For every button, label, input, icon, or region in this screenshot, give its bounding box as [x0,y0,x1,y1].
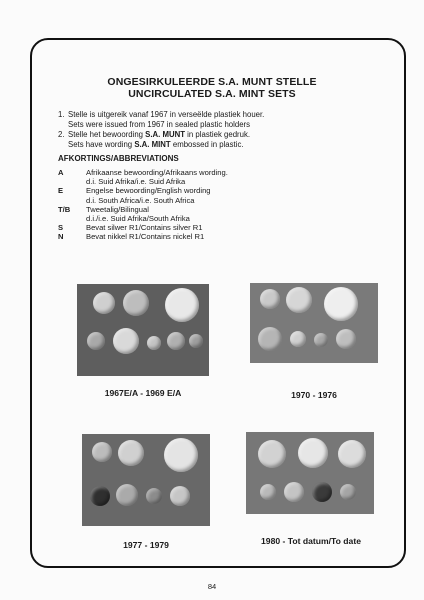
title-english: UNCIRCULATED S.A. MINT SETS [128,88,296,100]
coin [258,440,286,468]
abbreviations-list: A Afrikaanse bewoording/Afrikaans wording. d.i. Suid Afrika/i.e. Suid Afrika E Engelse bewoording/English wording d.i. South Africa/i.e. South Africa T/B Tweetalig/Bilingual d.i./i.e. Suid Afrika/South Afrika S Bevat silwer R1/Contains silver R1 N Bevat nikkel R1/Contains nickel R1 [58,168,228,242]
coin [87,332,105,350]
coin [165,288,199,322]
caption-1977: 1977 - 1979 [123,540,169,550]
note-1: 1. Stelle is uitgereik vanaf 1967 in verseëlde plastiek houer. Sets were issued from 1967 in sealed plastic holders [58,110,265,129]
mint-set-photo-1970 [250,283,378,363]
caption-1967: 1967E/A - 1969 E/A [104,388,182,398]
coin [93,292,115,314]
coin [189,334,203,348]
coin [123,290,149,316]
coin [164,438,198,472]
coin [286,287,312,313]
coin [290,331,306,347]
coin [90,486,110,506]
mint-set-photo-1967 [77,284,209,376]
coin [170,486,190,506]
coin [284,482,304,502]
coin [147,336,161,350]
page-number: 84 [207,582,217,591]
coin [116,484,138,506]
coin [260,289,280,309]
note-2: 2. Stelle het bewoording S.A. MUNT in plastiek gedruk. Sets have wording S.A. MINT embossed in plastic. [58,130,251,149]
title-afrikaans: ONGESIRKULEERDE S.A. MUNT STELLE [107,76,317,88]
coin [336,329,356,349]
coin [314,333,328,347]
coin [260,484,276,500]
mint-set-photo-1980 [246,432,374,514]
coin [92,442,112,462]
coin [167,332,185,350]
coin [324,287,358,321]
caption-1970: 1970 - 1976 [291,390,337,400]
abbreviations-heading: AFKORTINGS/ABBREVIATIONS [58,154,179,163]
coin [298,438,328,468]
coin [146,488,162,504]
coin [340,484,356,500]
coin [338,440,366,468]
mint-set-photo-1977 [82,434,210,526]
coin [258,327,282,351]
coin [113,328,139,354]
coin [118,440,144,466]
caption-1980: 1980 - Tot datum/To date [261,536,361,546]
coin [312,482,332,502]
